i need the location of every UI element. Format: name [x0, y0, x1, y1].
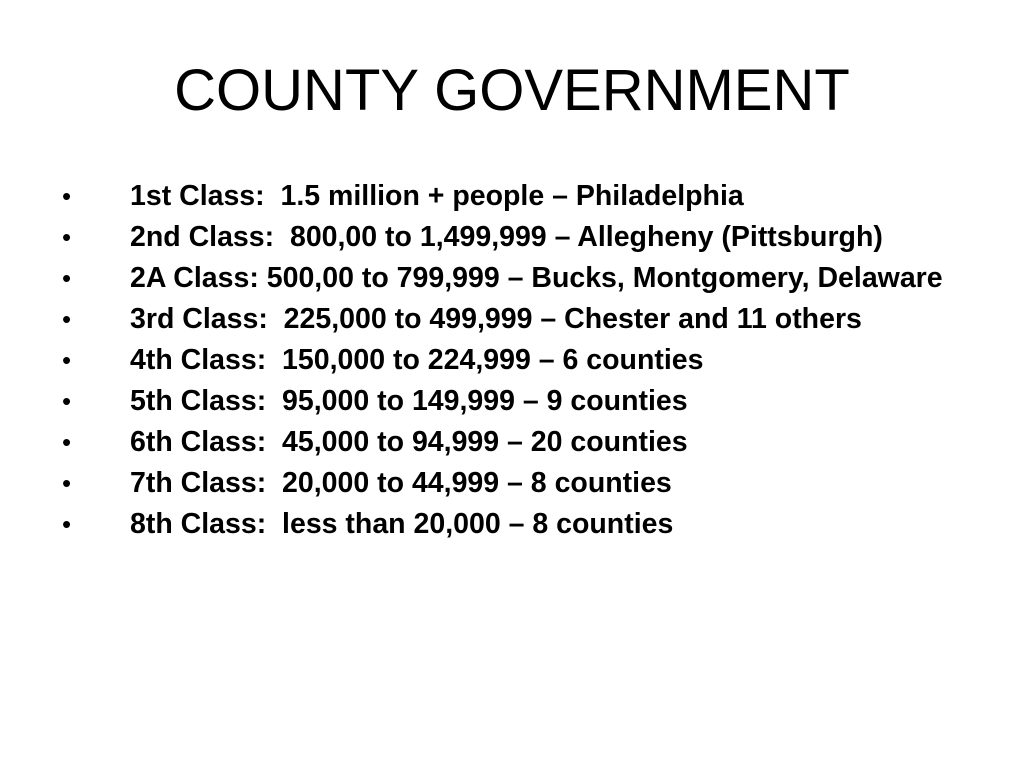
list-item-3rd-class — [56, 303, 986, 335]
list-item-text: 5th Class: 95,000 to 149,999 – 9 counties — [130, 385, 688, 417]
bullet-icon: • — [62, 509, 72, 539]
list-item-2a-class — [56, 262, 986, 294]
list-item-text: 8th Class: less than 20,000 – 8 counties — [130, 508, 674, 540]
list-item-text: 7th Class: 20,000 to 44,999 – 8 counties — [130, 467, 672, 499]
list-item-7th-class — [56, 467, 986, 499]
list-item-text: 4th Class: 150,000 to 224,999 – 6 counties — [130, 344, 704, 376]
list-item-6th-class — [56, 426, 986, 458]
list-item-text: 6th Class: 45,000 to 94,999 – 20 counties — [130, 426, 688, 458]
bullet-icon: • — [62, 304, 72, 334]
bullet-icon: • — [62, 468, 72, 498]
bullet-icon: • — [62, 181, 72, 211]
slide-title: COUNTY GOVERNMENT — [174, 58, 850, 123]
bullet-icon: • — [62, 345, 72, 375]
bullet-icon: • — [62, 222, 72, 252]
county-class-list — [56, 180, 986, 549]
bullet-icon: • — [62, 386, 72, 416]
list-item-text: 2nd Class: 800,00 to 1,499,999 – Allegheny (Pittsburgh) — [130, 221, 883, 253]
bullet-icon: • — [62, 263, 72, 293]
list-item-text: 2A Class: 500,00 to 799,999 – Bucks, Montgomery, Delaware — [130, 262, 943, 294]
list-item-5th-class — [56, 385, 986, 417]
list-item-text: 3rd Class: 225,000 to 499,999 – Chester and 11 others — [130, 303, 862, 335]
list-item-2nd-class — [56, 221, 986, 253]
list-item-4th-class — [56, 344, 986, 376]
list-item-text: 1st Class: 1.5 million + people – Philadelphia — [130, 180, 744, 212]
bullet-icon: • — [62, 427, 72, 457]
list-item-1st-class — [56, 180, 986, 212]
list-item-8th-class — [56, 508, 986, 540]
